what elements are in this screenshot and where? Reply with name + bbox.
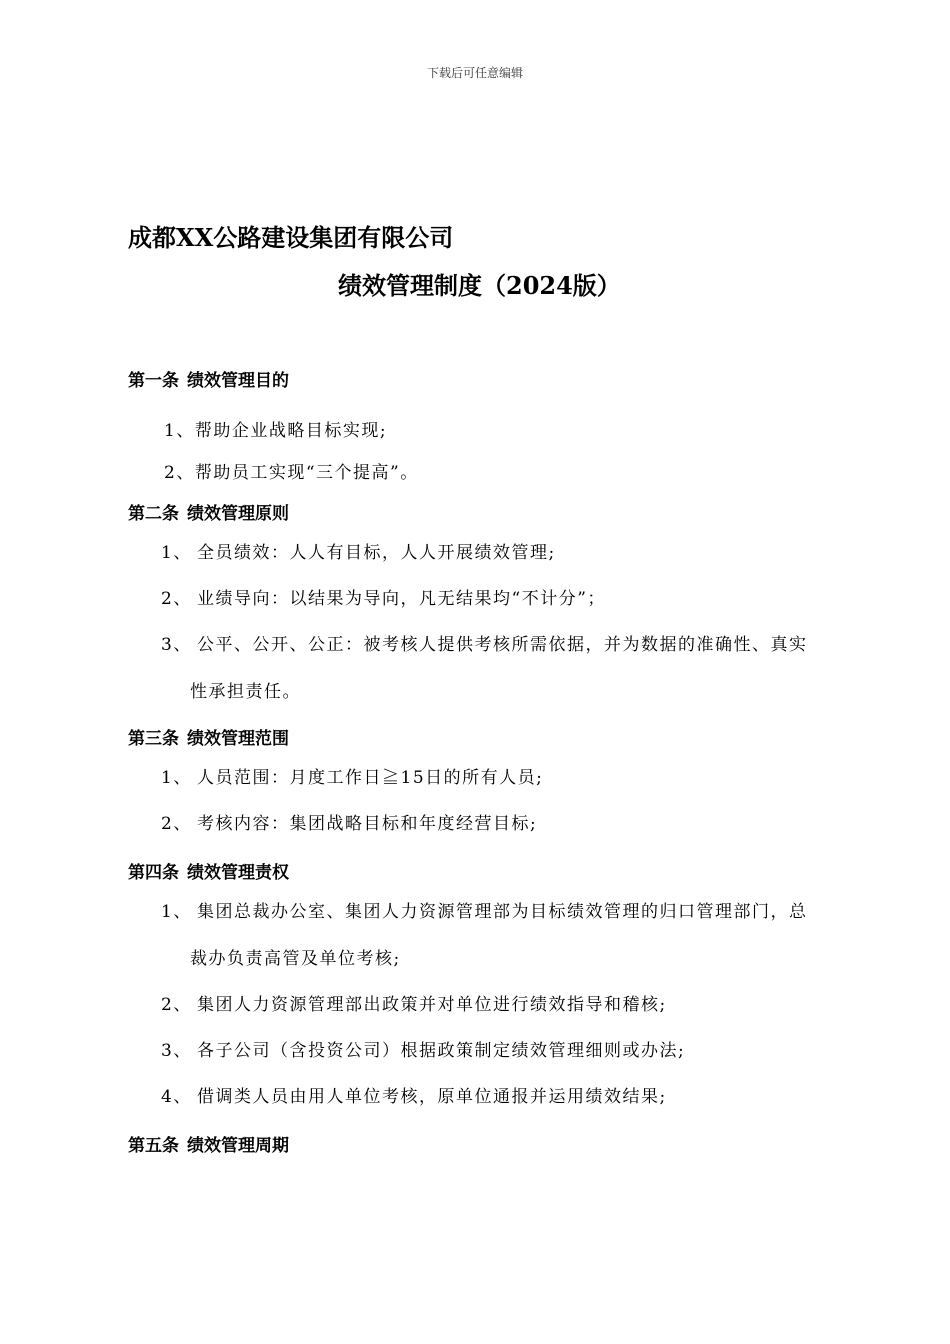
- article-3-heading: [128, 724, 289, 749]
- article-5-number: 第五条: [128, 1136, 179, 1156]
- item-text: 帮助企业战略目标实现;: [194, 421, 388, 441]
- article-2-item-3: [161, 630, 808, 655]
- article-1-number: 第一条: [128, 371, 179, 391]
- item-number: 1、: [164, 421, 195, 441]
- article-3-item-2: [161, 809, 537, 834]
- item-text: 各子公司（含投资公司）根据政策制定绩效管理细则或办法;: [197, 1041, 686, 1061]
- item-number: 1、: [161, 768, 192, 788]
- item-number: 1、: [161, 543, 192, 563]
- article-1-title: 绩效管理目的: [187, 371, 289, 391]
- article-4-item-3: [161, 1036, 685, 1061]
- article-2-item-3-continuation: 性承担责任。: [190, 682, 301, 702]
- item-number: 2、: [161, 814, 192, 834]
- item-number: 3、: [161, 1041, 192, 1061]
- item-text: 公平、公开、公正：被考核人提供考核所需依据，并为数据的准确性、真实: [197, 635, 808, 655]
- header-note: 下载后可任意编辑: [426, 66, 523, 80]
- item-number: 1、: [161, 902, 192, 922]
- article-3-title: 绩效管理范围: [187, 729, 289, 749]
- item-text: 帮助员工实现“三个提高”。: [194, 463, 419, 483]
- article-5-title: 绩效管理周期: [187, 1136, 289, 1156]
- article-2-item-2: [161, 584, 606, 609]
- article-3-number: 第三条: [128, 729, 179, 749]
- article-5-heading: [128, 1131, 289, 1156]
- item-text: 集团人力资源管理部出政策并对单位进行绩效指导和稽核;: [197, 995, 667, 1015]
- article-1-item-1: [164, 416, 387, 441]
- article-4-item-1-continuation: 裁办负责高管及单位考核;: [190, 949, 401, 969]
- article-2-item-1: [161, 538, 556, 563]
- article-4-title: 绩效管理责权: [187, 863, 289, 883]
- item-text: 借调类人员由用人单位考核，原单位通报并运用绩效结果;: [197, 1087, 667, 1107]
- article-2-number: 第二条: [128, 504, 179, 524]
- article-1-heading: [128, 366, 289, 391]
- item-number: 4、: [161, 1087, 192, 1107]
- article-2-heading: [128, 499, 289, 524]
- article-4-item-4: [161, 1082, 667, 1107]
- item-number: 3、: [161, 635, 192, 655]
- article-2-title: 绩效管理原则: [187, 504, 289, 524]
- item-text: 人员范围：月度工作日≧15日的所有人员;: [197, 768, 544, 788]
- article-4-heading: [128, 858, 289, 883]
- item-number: 2、: [161, 589, 192, 609]
- item-text: 考核内容：集团战略目标和年度经营目标;: [197, 814, 538, 834]
- item-text: 集团总裁办公室、集团人力资源管理部为目标绩效管理的归口管理部门，总: [197, 902, 808, 922]
- article-4-number: 第四条: [128, 863, 179, 883]
- article-3-item-1: [161, 763, 543, 788]
- item-number: 2、: [164, 463, 195, 483]
- item-text: 业绩导向：以结果为导向，凡无结果均“不计分”；: [197, 589, 606, 609]
- item-text: 全员绩效：人人有目标，人人开展绩效管理;: [197, 543, 556, 563]
- document-title-line1: 成都XX公路建设集团有限公司: [128, 223, 454, 252]
- article-1-item-2: [164, 458, 419, 483]
- item-number: 2、: [161, 995, 192, 1015]
- document-title-line2: 绩效管理制度（2024版）: [338, 271, 621, 300]
- article-4-item-1: [161, 897, 808, 922]
- article-4-item-2: [161, 990, 667, 1015]
